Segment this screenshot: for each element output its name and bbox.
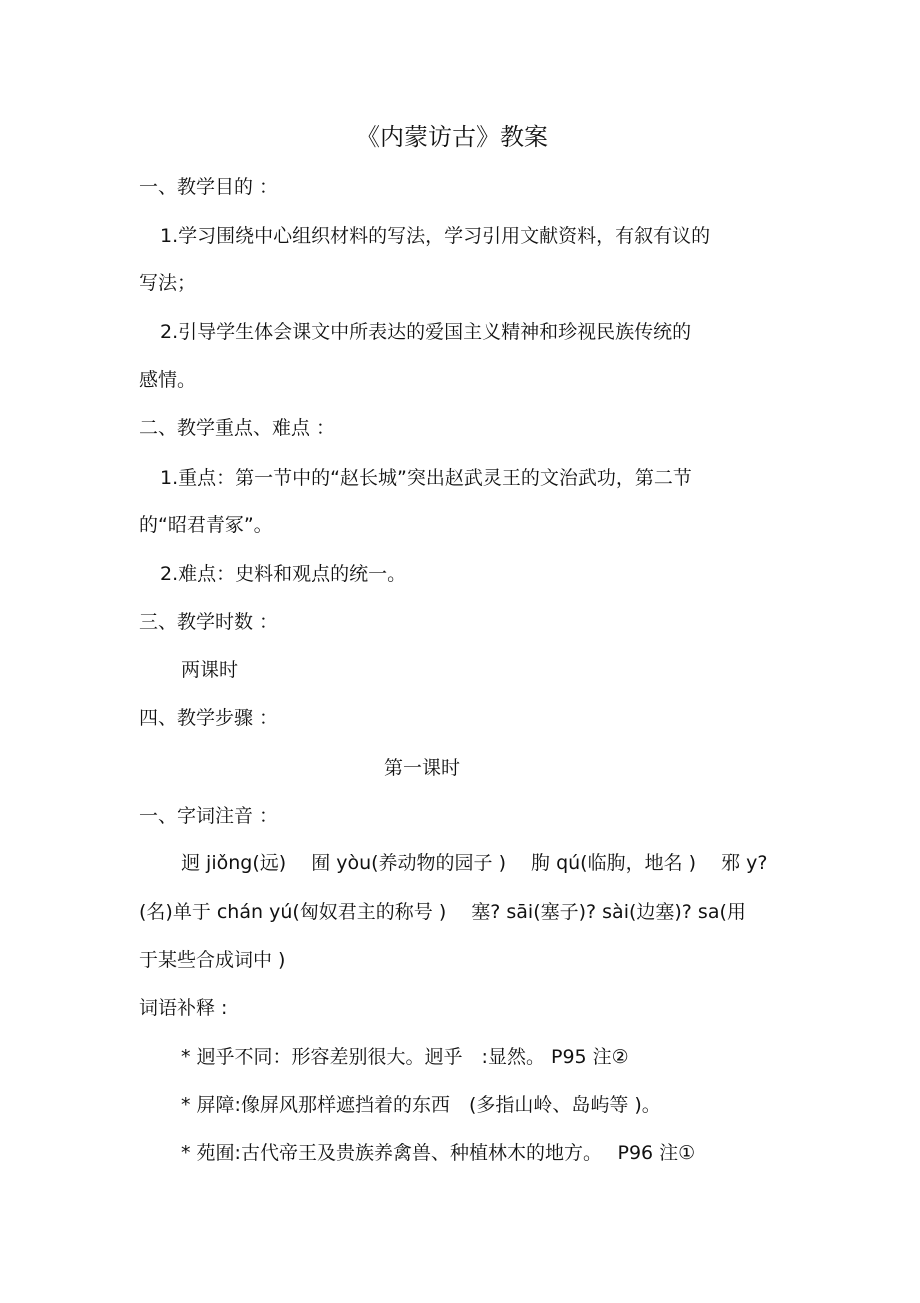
paragraph-line: 两课时: [181, 659, 239, 681]
section-heading-steps: 四、教学步骤 ：: [139, 707, 279, 729]
section-heading-objectives: 一、教学目的 ：: [139, 176, 279, 198]
section-heading-vocabulary: 词语补释 :: [139, 997, 228, 1019]
section-heading-key-points: 二、教学重点、难点 ：: [139, 417, 336, 439]
paragraph-line: 感情。: [139, 369, 197, 391]
vocabulary-item: * 屏障:像屏风那样遮挡着的东西 (多指山岭、岛屿等 )。: [181, 1094, 661, 1116]
paragraph-line: 2.难点：史料和观点的统一。: [160, 563, 407, 585]
paragraph-line: 2.引导学生体会课文中所表达的爱国主义精神和珍视民族传统的: [160, 321, 692, 343]
paragraph-line: 1.重点：第一节中的“赵长城”突出赵武灵王的文治武功，第二节: [160, 467, 692, 489]
paragraph-line: 1.学习围绕中心组织材料的写法，学习引用文献资料，有叙有议的: [160, 225, 711, 247]
vocabulary-item: * 苑囿:古代帝王及贵族养禽兽、种植林木的地方。 P96 注①: [181, 1142, 696, 1164]
paragraph-line: 于某些合成词中 ): [139, 949, 286, 971]
section-heading-pronunciation: 一、字词注音 ：: [139, 805, 279, 827]
subheading-first-lesson: 第一课时: [384, 757, 461, 779]
paragraph-line: (名)单于 chán yú(匈奴君主的称号 ) 塞? sāi(塞子)? sài(边塞)? sa(用: [139, 901, 746, 923]
vocabulary-item: * 迥乎不同：形容差别很大。迥乎 :显然。 P95 注②: [181, 1046, 629, 1068]
paragraph-line: 的“昭君青冢”。: [139, 514, 273, 536]
document-title: 《内蒙访古》教案: [356, 123, 548, 151]
section-heading-hours: 三、教学时数 ：: [139, 611, 279, 633]
paragraph-line: 迥 jiǒng(远) 囿 yòu(养动物的园子 ) 朐 qú(临朐，地名 ) 邪 y?: [181, 852, 768, 874]
paragraph-line: 写法；: [139, 272, 197, 294]
